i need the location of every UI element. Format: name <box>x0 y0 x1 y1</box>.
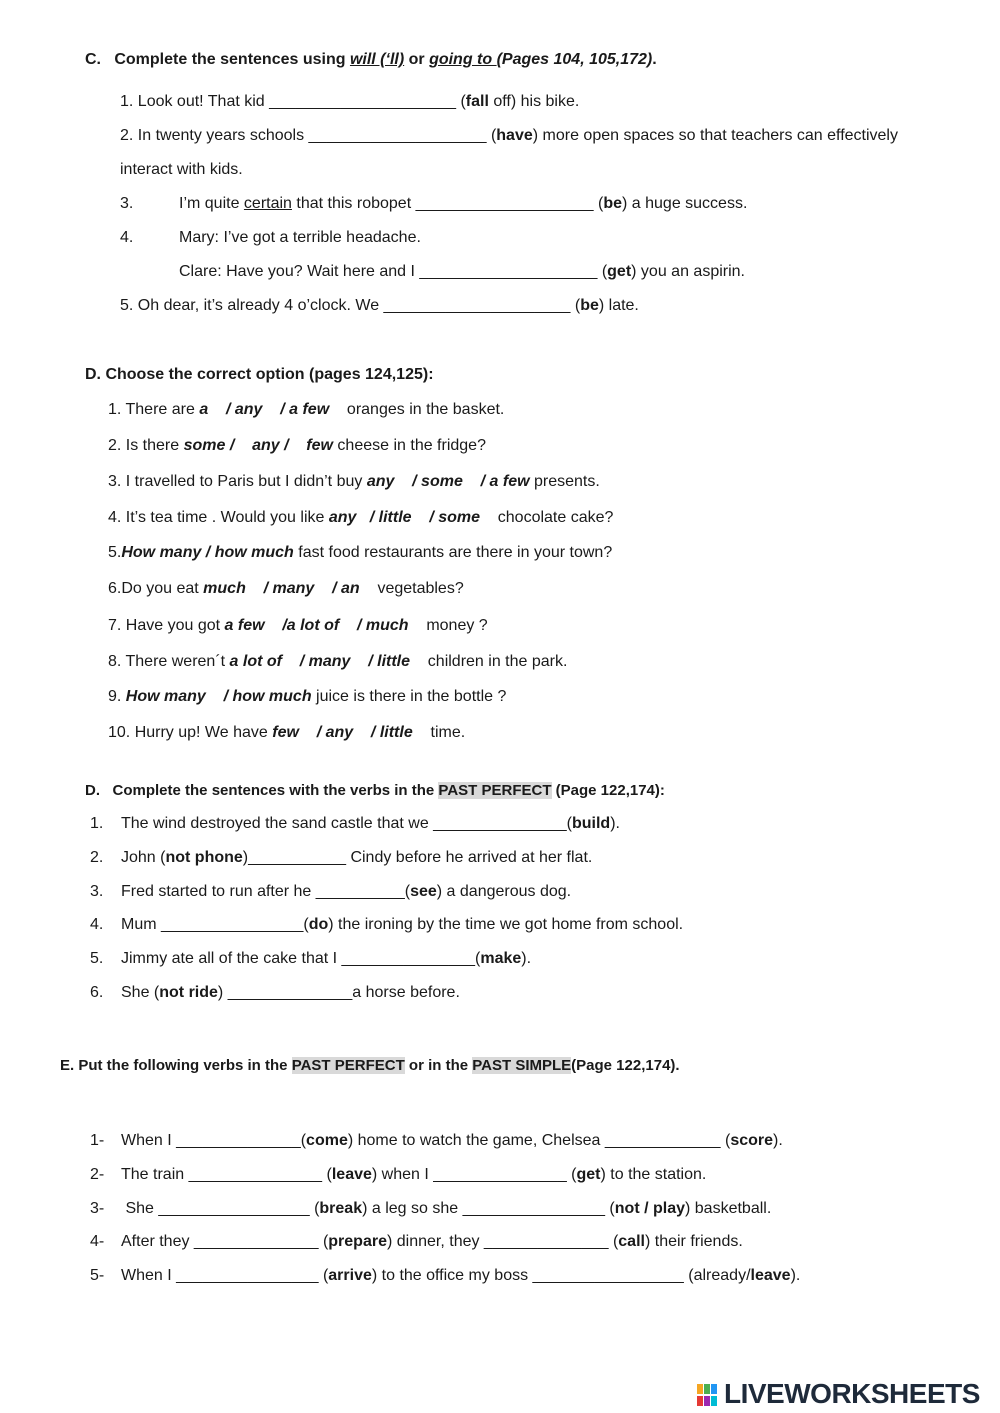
item-rest: money ? <box>408 617 488 634</box>
d2-item-5 <box>90 949 531 969</box>
item-text: 7. Have you got <box>108 617 225 634</box>
item-number: 4- <box>90 1233 105 1250</box>
item-verb-1: arrive <box>328 1267 372 1284</box>
item-rest: ) ______________a horse before. <box>217 984 460 1001</box>
item-rest: oranges in the basket. <box>329 401 505 418</box>
item-text: She ( <box>121 984 160 1001</box>
item-verb-2: call <box>618 1233 645 1250</box>
item-rest: ) you an aspirin. <box>631 263 745 280</box>
item-rest: ) a huge success. <box>622 195 748 212</box>
item-text: 6.Do you eat <box>108 580 204 597</box>
item-verb: make <box>480 950 522 967</box>
item-text: I’m quite <box>179 195 244 212</box>
item-rest: time. <box>412 724 466 741</box>
title-text: Complete the sentences with the verbs in the <box>112 782 439 799</box>
item-options: some / any / few <box>183 437 333 454</box>
item-text: When I ______________( <box>121 1132 307 1149</box>
d2-item-1 <box>90 814 620 834</box>
item-rest: ) to the station. <box>600 1166 707 1183</box>
title-going-to: going to <box>429 51 497 68</box>
item-text: 4. It’s tea time . Would you like <box>108 509 329 526</box>
item-mid: ) to the office my boss _________________ (already/ <box>371 1267 751 1284</box>
item-number: 5- <box>90 1267 105 1284</box>
title-or: or <box>404 51 430 68</box>
item-underlined: certain <box>243 195 292 212</box>
item-text: 2. In twenty years schools ____________________ ( <box>120 127 497 144</box>
item-rest: ). <box>610 815 620 832</box>
item-rest: ) a dangerous dog. <box>436 883 572 900</box>
item-mid: ) home to watch the game, Chelsea _____________ ( <box>347 1132 731 1149</box>
item-rest: ) more open spaces so that teachers can effectively <box>532 127 898 144</box>
e-item-1 <box>90 1131 783 1151</box>
d2-item-3 <box>90 882 571 902</box>
item-number: 5. <box>90 950 104 967</box>
title-highlight-1: PAST PERFECT <box>291 1057 405 1074</box>
item-verb-1: leave <box>331 1166 372 1183</box>
item-verb-1: break <box>319 1200 363 1217</box>
item-rest: ). <box>773 1132 783 1149</box>
title-or: or in the <box>404 1057 473 1074</box>
c-item-1 <box>120 92 579 112</box>
item-options: any / little / some <box>328 509 480 526</box>
item-verb: not phone <box>165 849 243 866</box>
item-mid: ) when I _______________ ( <box>371 1166 577 1183</box>
item-rest: ) basketball. <box>685 1200 772 1217</box>
item-text: 10. Hurry up! We have <box>108 724 273 741</box>
c-item-2 <box>120 126 898 146</box>
section-d1-title: D. Choose the correct option (pages 124,125): <box>85 366 434 383</box>
item-text: The wind destroyed the sand castle that we _______________( <box>121 815 572 832</box>
title-pages: (Pages 104, 105,172) <box>496 51 653 68</box>
item-number: 2- <box>90 1166 105 1183</box>
item-number: 3. <box>120 195 134 212</box>
item-text: After they ______________ ( <box>121 1233 329 1250</box>
item-rest: fast food restaurants are there in your town? <box>293 544 613 561</box>
item-text: 5. <box>108 544 122 561</box>
item-number: 3. <box>90 883 104 900</box>
section-d2-title <box>85 781 665 801</box>
item-verb: get <box>607 263 632 280</box>
item-rest: presents. <box>529 473 600 490</box>
item-number: 1- <box>90 1132 105 1149</box>
item-verb: be <box>580 297 599 314</box>
logo-text: LIVEWORKSHEETS <box>724 1378 980 1409</box>
d2-item-4 <box>90 915 683 935</box>
title-period: . <box>652 51 657 68</box>
item-verb: do <box>308 916 329 933</box>
title-pages: (Page 122,174). <box>571 1057 680 1074</box>
d2-item-6 <box>90 983 460 1003</box>
item-options: How many / how much <box>121 544 294 561</box>
item-text: She _________________ ( <box>121 1200 320 1217</box>
item-text: interact with kids. <box>120 161 243 178</box>
item-text: Jimmy ate all of the cake that I _______________( <box>121 950 481 967</box>
item-text-2: that this robopet ____________________ ( <box>291 195 604 212</box>
title-will: will (‘ll) <box>349 51 405 68</box>
item-rest: ) late. <box>598 297 639 314</box>
d1-item-7 <box>108 616 488 636</box>
d1-item-2 <box>108 436 486 456</box>
c-item-3 <box>120 194 747 214</box>
item-verb: be <box>603 195 622 212</box>
section-e-title <box>60 1056 680 1076</box>
item-number: 6. <box>90 984 104 1001</box>
item-text: The train _______________ ( <box>121 1166 332 1183</box>
item-options: a lot of / many / little <box>229 653 411 670</box>
item-rest: ). <box>521 950 532 967</box>
item-verb: have <box>496 127 533 144</box>
item-text: When I ________________ ( <box>121 1267 329 1284</box>
item-text: Mary: I’ve got a terrible headache. <box>179 229 421 246</box>
section-c-title <box>85 50 657 70</box>
title-pages: (Page 122,174): <box>551 782 665 799</box>
item-number: 2. <box>90 849 104 866</box>
c-item-2-cont <box>120 160 243 180</box>
c-item-5 <box>120 296 639 316</box>
e-item-3 <box>90 1199 771 1219</box>
item-rest: off) his bike. <box>488 93 580 110</box>
item-options: a / any / a few <box>199 401 330 418</box>
item-text: Clare: Have you? Wait here and I ____________________ ( <box>179 263 608 280</box>
d1-item-10 <box>108 723 465 743</box>
d1-item-9 <box>108 687 506 707</box>
item-rest: chocolate cake? <box>480 509 614 526</box>
item-rest: children in the park. <box>410 653 568 670</box>
item-verb-2: get <box>576 1166 601 1183</box>
title-highlight-2: PAST SIMPLE <box>472 1057 572 1074</box>
e-item-4 <box>90 1232 743 1252</box>
item-verb: fall <box>465 93 489 110</box>
item-rest: )___________ Cindy before he arrived at her flat. <box>242 849 593 866</box>
item-text: John ( <box>121 849 166 866</box>
d1-item-3 <box>108 472 600 492</box>
d1-item-6 <box>108 579 464 599</box>
item-verb: not ride <box>159 984 218 1001</box>
item-options: any / some / a few <box>366 473 530 490</box>
d1-item-5 <box>108 543 612 563</box>
item-number: 4. <box>120 229 134 246</box>
item-verb-2: score <box>730 1132 774 1149</box>
item-options: a few /a lot of / much <box>224 617 409 634</box>
item-text: 9. <box>108 688 126 705</box>
item-number: 3- <box>90 1200 105 1217</box>
e-item-2 <box>90 1165 706 1185</box>
item-rest: ). <box>790 1267 801 1284</box>
item-options: much / many / an <box>203 580 360 597</box>
item-rest: ) their friends. <box>644 1233 743 1250</box>
liveworksheets-icon <box>697 1380 721 1408</box>
item-text: 5. Oh dear, it’s already 4 o’clock. We _____________________ ( <box>120 297 581 314</box>
item-options: How many / how much <box>125 688 312 705</box>
item-verb-1: come <box>306 1132 348 1149</box>
item-verb-2: leave <box>750 1267 791 1284</box>
item-number: 4. <box>90 916 104 933</box>
item-text: 2. Is there <box>108 437 184 454</box>
item-text: Mum ________________( <box>121 916 309 933</box>
item-rest: cheese in the fridge? <box>332 437 486 454</box>
item-text: Fred started to run after he __________( <box>121 883 411 900</box>
item-text: 3. I travelled to Paris but I didn’t buy <box>108 473 367 490</box>
d1-item-8 <box>108 652 567 672</box>
item-number: 1. <box>90 815 104 832</box>
d2-item-2 <box>90 848 592 868</box>
d1-item-1 <box>108 400 504 420</box>
item-rest: vegetables? <box>359 580 464 597</box>
item-mid: ) a leg so she ________________ ( <box>362 1200 615 1217</box>
section-letter: C. <box>85 51 101 68</box>
item-text: 8. There weren´t <box>108 653 230 670</box>
section-letter: D. <box>85 782 100 799</box>
c-item-4 <box>120 228 421 248</box>
item-verb-1: prepare <box>328 1233 387 1250</box>
title-text: Complete the sentences using <box>114 51 350 68</box>
d1-item-4 <box>108 508 613 528</box>
title-highlight: PAST PERFECT <box>438 782 552 799</box>
item-text: 1. Look out! That kid _____________________ ( <box>120 93 466 110</box>
c-item-4-cont <box>179 262 745 282</box>
item-rest: ) the ironing by the time we got home from school. <box>328 916 684 933</box>
item-verb: build <box>571 815 611 832</box>
title-text: E. Put the following verbs in the <box>60 1057 292 1074</box>
item-verb-2: not / play <box>614 1200 685 1217</box>
item-mid: ) dinner, they ______________ ( <box>386 1233 619 1250</box>
item-text: 1. There are <box>108 401 200 418</box>
liveworksheets-logo[interactable] <box>697 1377 980 1411</box>
item-rest: juice is there in the bottle ? <box>311 688 507 705</box>
item-options: few / any / little <box>272 724 413 741</box>
item-verb: see <box>410 883 437 900</box>
e-item-5 <box>90 1266 800 1286</box>
